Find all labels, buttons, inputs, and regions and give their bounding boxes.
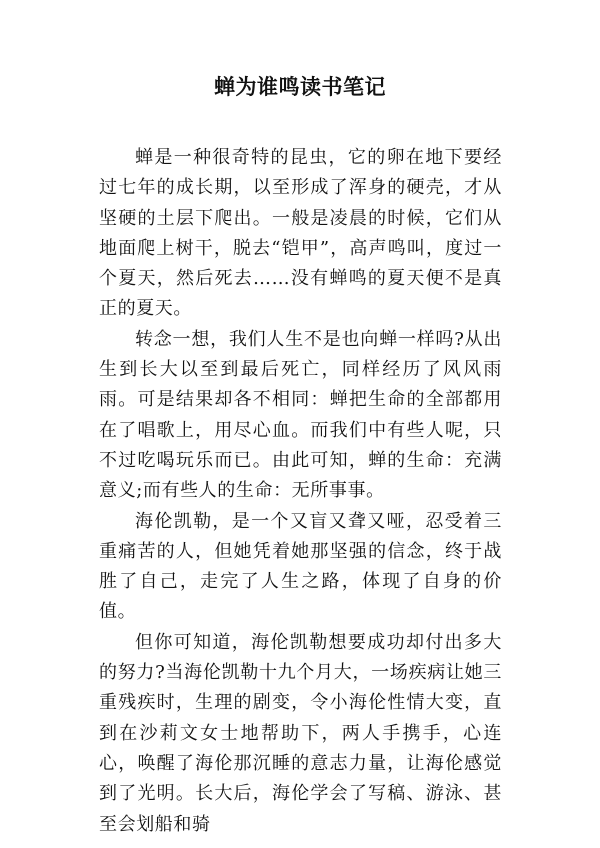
paragraph: 但你可知道，海伦凯勒想要成功却付出多大的努力?当海伦凯勒十九个月大，一场疾病让她三重残疾时，生理的剧变，令小海伦性情大变，直到在沙莉文女士地帮助下，两人手携手，心连心，唤醒了海伦那沉睡的意志力量，让海伦感觉到了光明。长大后，海伦学会了写稿、游泳、甚至会划船和骑 [99, 631, 502, 835]
paragraph: 转念一想，我们人生不是也向蝉一样吗?从出生到长大以至到最后死亡，同样经历了风风雨雨。可是结果却各不相同：蝉把生命的全部都用在了唱歌上，用尽心血。而我们中有些人呢，只不过吃喝玩乐而已。由此可知，蝉的生命：充满意义;而有些人的生命：无所事事。 [99, 328, 502, 502]
paragraph: 海伦凯勒，是一个又盲又聋又哑，忍受着三重痛苦的人，但她凭着她那坚强的信念，终于战胜了自己，走完了人生之路，体现了自身的价值。 [99, 510, 502, 623]
document-title: 蝉为谁鸣读书笔记 [214, 75, 386, 99]
paragraph: 蝉是一种很奇特的昆虫，它的卵在地下要经过七年的成长期，以至形成了浑身的硬壳，才从坚硬的土层下爬出。一般是凌晨的时候，它们从地面爬上树干，脱去“铠甲”，高声鸣叫，度过一个夏天，然后死去……没有蝉鸣的夏天便不是真正的夏天。 [99, 147, 502, 320]
document-body [99, 143, 502, 840]
